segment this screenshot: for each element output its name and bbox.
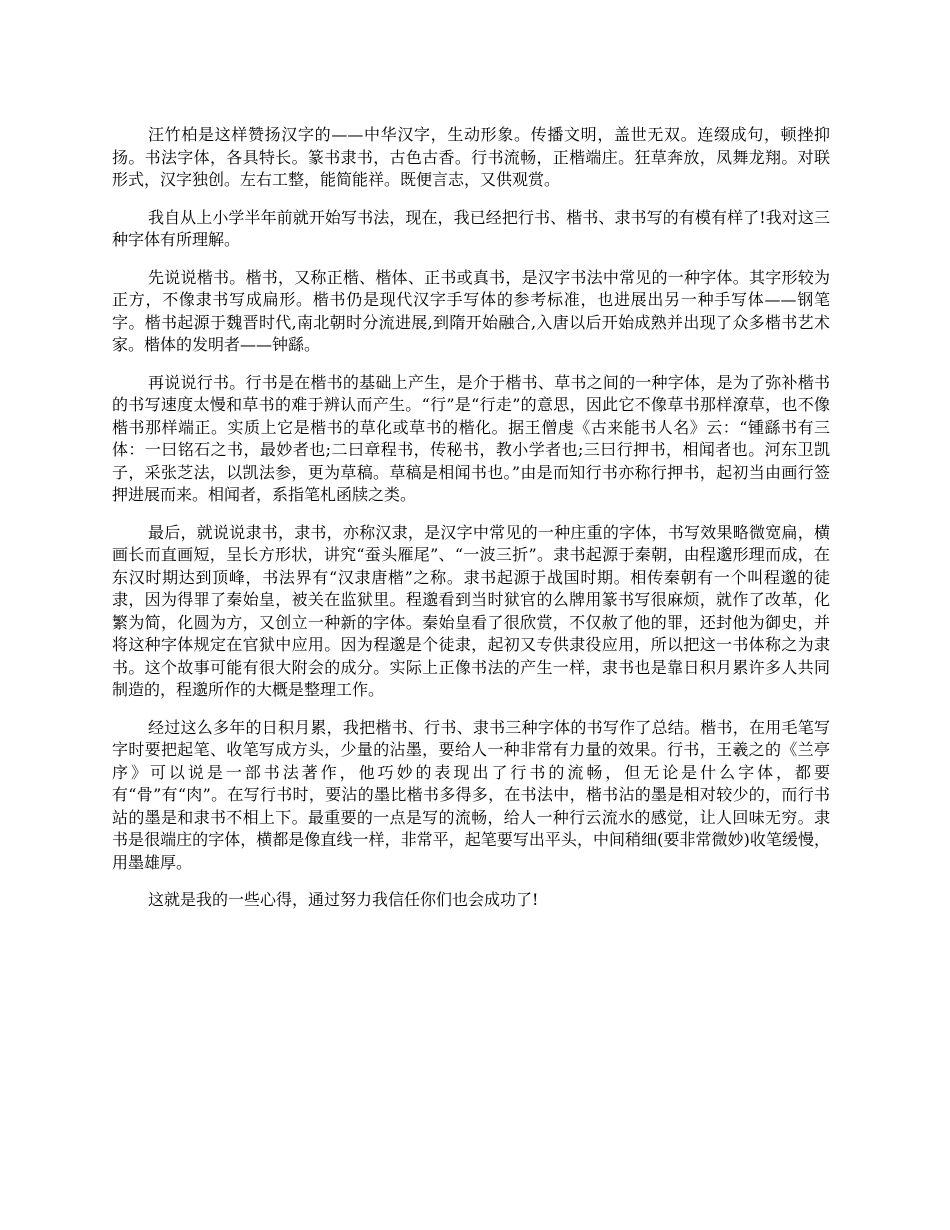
paragraph-personal-experience: 我自从上小学半年前就开始写书法，现在，我已经把行书、楷书、隶书写的有模有样了!我对这三种字体有所理解。 xyxy=(112,207,830,249)
paragraph-summary: 经过这么多年的日积月累，我把楷书、行书、隶书三种字体的书写作了总结。楷书，在用毛笔写字时要把起笔、收笔写成方头，少量的沾墨，要给人一种非常有力量的效果。行书，王羲之的《兰亭序》可以说是一部书法著作，他巧妙的表现出了行书的流畅，但无论是什么字体，都要有“骨”有“肉”。在写行书时，要沾的墨比楷书多得多，在书法中，楷书沾的墨是相对较少的，而行书站的墨是和隶书不相上下。最重要的一点是写的流畅，给人一种行云流水的感觉，让人回味无穷。隶书是很端庄的字体，横都是像直线一样，非常平，起笔要写出平头，中间稍细(要非常微妙)收笔缓慢，用墨雄厚。 xyxy=(112,717,830,872)
paragraph-lishu: 最后，就说说隶书，隶书，亦称汉隶，是汉字中常见的一种庄重的字体，书写效果略微宽扁，横画长而直画短，呈长方形状，讲究“蚕头雁尾”、“一波三折”。隶书起源于秦朝，由程邈形理而成，在东汉时期达到顶峰，书法界有“汉隶唐楷”之称。隶书起源于战国时期。相传秦朝有一个叫程邈的徒隶，因为得罪了秦始皇，被关在监狱里。程邈看到当时狱官的么牌用篆书写很麻烦，就作了改革，化繁为简，化圆为方，又创立一种新的字体。秦始皇看了很欣赏，不仅赦了他的罪，还封他为御史，并将这种字体规定在官狱中应用。因为程邈是个徒隶，起初又专供隶役应用，所以把这一书体称之为隶书。这个故事可能有很大附会的成分。实际上正像书法的产生一样，隶书也是靠日积月累许多人共同制造的，程邈所作的大概是整理工作。 xyxy=(112,522,830,699)
paragraph-xingshu: 再说说行书。行书是在楷书的基础上产生，是介于楷书、草书之间的一种字体，是为了弥补楷书的书写速度太慢和草书的难于辨认而产生。“行”是“行走”的意思，因此它不像草书那样潦草，也不像楷书那样端正。实质上它是楷书的草化或草书的楷化。据王僧虔《古来能书人名》云：“锺繇书有三体：一曰铭石之书，最妙者也;二曰章程书，传秘书，教小学者也;三曰行押书，相闻者也。河东卫凯子，采张芝法，以凯法参，更为草稿。草稿是相闻书也。”由是而知行书亦称行押书，起初当由画行签押进展而来。相闻者，系指笔札函牍之类。 xyxy=(112,372,830,504)
paragraph-conclusion: 这就是我的一些心得，通过努力我信任你们也会成功了! xyxy=(148,890,539,909)
paragraph-kaishu: 先说说楷书。楷书，又称正楷、楷体、正书或真书，是汉字书法中常见的一种字体。其字形较为正方，不像隶书写成扁形。楷书仍是现代汉字手写体的参考标准，也进展出另一种手写体——钢笔字。楷书起源于魏晋时代,南北朝时分流进展,到隋开始融合,入唐以后开始成熟并出现了众多楷书艺术家。楷体的发明者——钟繇。 xyxy=(112,267,830,354)
document-body xyxy=(112,124,830,927)
paragraph-intro: 汪竹柏是这样赞扬汉字的——中华汉字，生动形象。传播文明，盖世无双。连缀成句，顿挫抑扬。书法字体，各具特长。篆书隶书，古色古香。行书流畅，正楷端庄。狂草奔放，凤舞龙翔。对联形式，汉字独创。左右工整，能简能祥。既便言志，又供观赏。 xyxy=(112,125,830,189)
